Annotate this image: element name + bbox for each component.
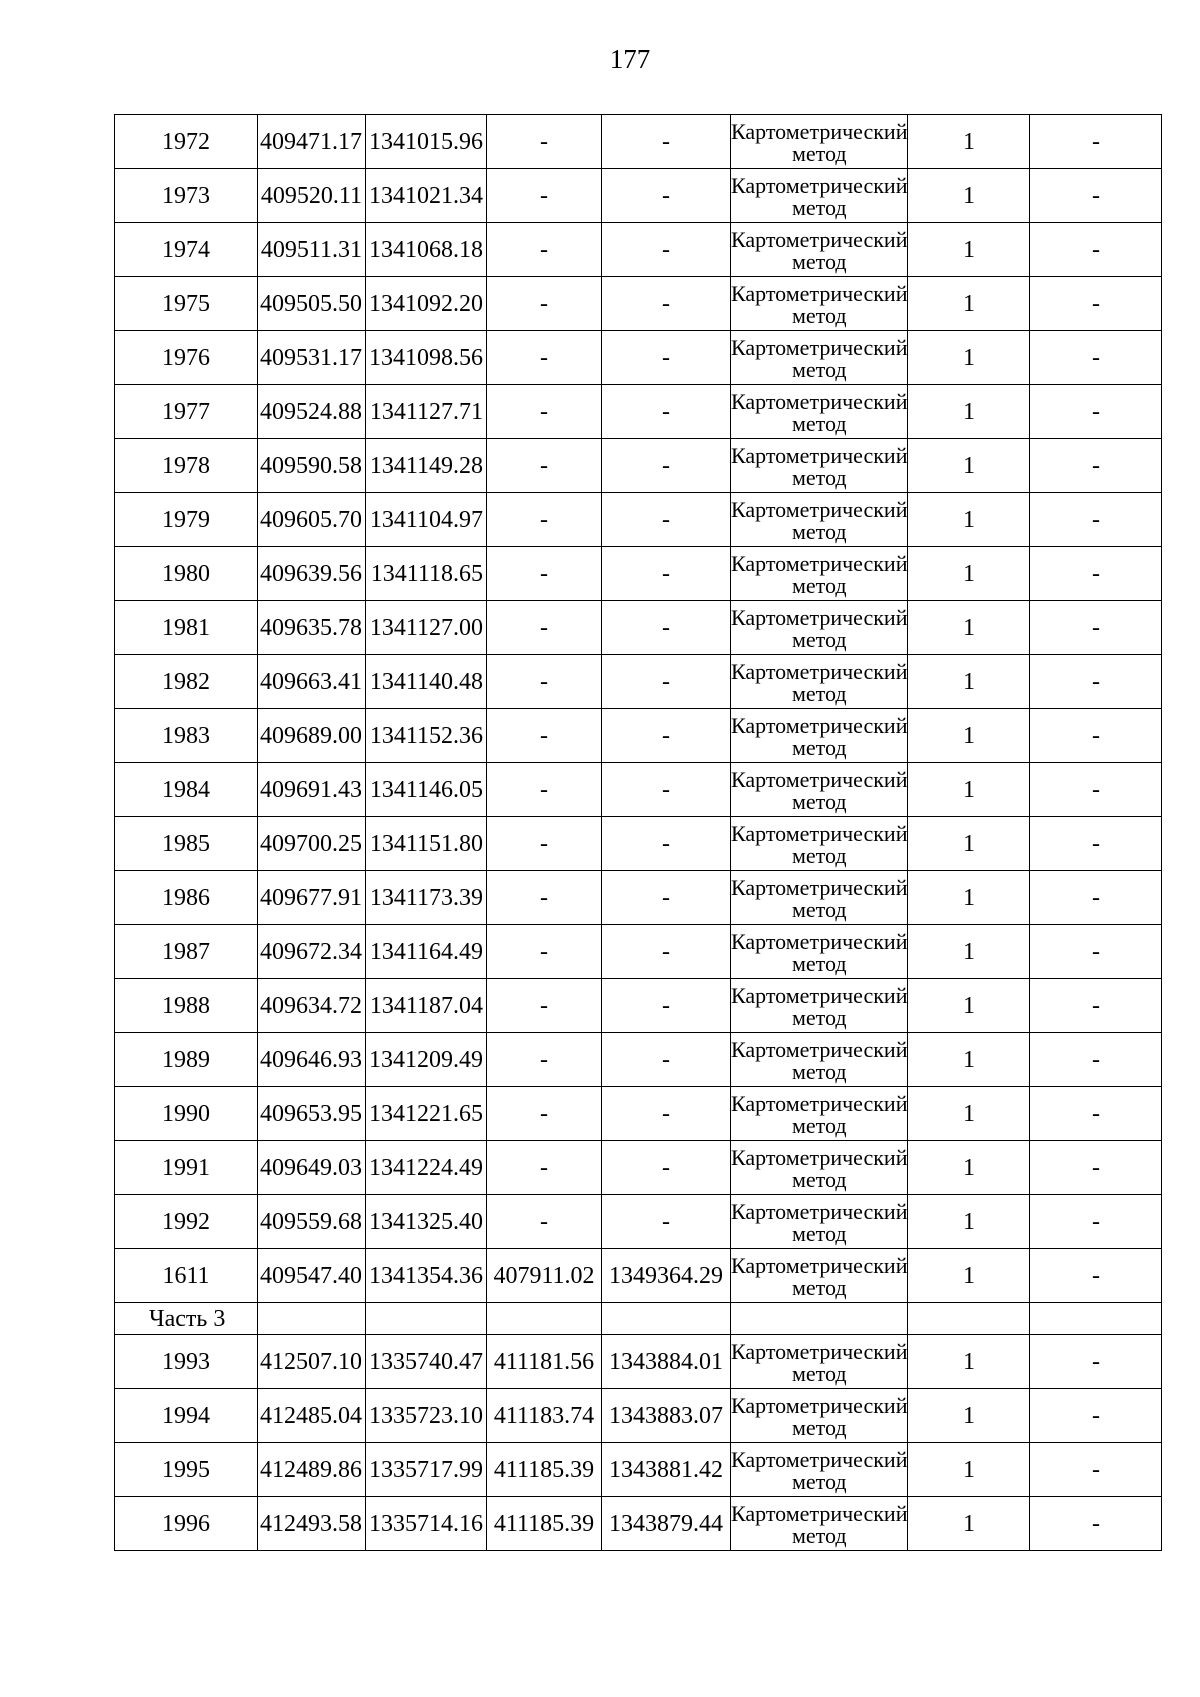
- description-cell: -: [1030, 1195, 1162, 1249]
- section-empty-cell: [908, 1303, 1030, 1335]
- accuracy-cell: 1: [908, 1249, 1030, 1303]
- y2-coordinate-cell: -: [602, 709, 731, 763]
- table-row: [115, 1141, 1162, 1195]
- section-empty-cell: [1030, 1303, 1162, 1335]
- y-coordinate-cell: 1341104.97: [366, 493, 487, 547]
- method-text: Картометрический метод: [731, 1446, 908, 1494]
- table-row: [115, 115, 1162, 169]
- table-row: [115, 709, 1162, 763]
- y-coordinate-cell: 1341173.39: [366, 871, 487, 925]
- y2-coordinate-cell: -: [602, 331, 731, 385]
- method-cell: [731, 223, 908, 277]
- accuracy-cell: 1: [908, 1195, 1030, 1249]
- description-cell: -: [1030, 439, 1162, 493]
- section-empty-cell: [258, 1303, 366, 1335]
- table-body-part-a: [115, 115, 1162, 1303]
- table-row: [115, 1443, 1162, 1497]
- x-coordinate-cell: 409524.88: [258, 385, 366, 439]
- point-number-cell: 1977: [115, 385, 258, 439]
- y2-coordinate-cell: 1343879.44: [602, 1497, 731, 1551]
- y2-coordinate-cell: 1343884.01: [602, 1335, 731, 1389]
- method-cell: [731, 817, 908, 871]
- section-empty-cell: [602, 1303, 731, 1335]
- table-row: [115, 1497, 1162, 1551]
- x2-coordinate-cell: -: [487, 331, 602, 385]
- y-coordinate-cell: 1335717.99: [366, 1443, 487, 1497]
- method-text: Картометрический метод: [731, 172, 908, 220]
- y-coordinate-cell: 1341209.49: [366, 1033, 487, 1087]
- y2-coordinate-cell: -: [602, 655, 731, 709]
- section-label: Часть 3: [115, 1303, 258, 1335]
- x-coordinate-cell: 409547.40: [258, 1249, 366, 1303]
- x2-coordinate-cell: -: [487, 1141, 602, 1195]
- accuracy-cell: 1: [908, 709, 1030, 763]
- table-row: [115, 1195, 1162, 1249]
- accuracy-cell: 1: [908, 817, 1030, 871]
- method-cell: [731, 331, 908, 385]
- accuracy-cell: 1: [908, 331, 1030, 385]
- point-number-cell: 1990: [115, 1087, 258, 1141]
- description-cell: -: [1030, 979, 1162, 1033]
- description-cell: -: [1030, 385, 1162, 439]
- method-cell: [731, 1497, 908, 1551]
- description-cell: -: [1030, 1087, 1162, 1141]
- description-cell: -: [1030, 1141, 1162, 1195]
- method-text: Картометрический метод: [731, 1500, 908, 1548]
- accuracy-cell: 1: [908, 169, 1030, 223]
- point-number-cell: 1988: [115, 979, 258, 1033]
- section-empty-cell: [366, 1303, 487, 1335]
- y2-coordinate-cell: -: [602, 223, 731, 277]
- section-row: [115, 1303, 1162, 1335]
- y-coordinate-cell: 1341015.96: [366, 115, 487, 169]
- x2-coordinate-cell: -: [487, 1195, 602, 1249]
- x-coordinate-cell: 409689.00: [258, 709, 366, 763]
- point-number-cell: 1981: [115, 601, 258, 655]
- method-text: Картометрический метод: [731, 1036, 908, 1084]
- method-cell: [731, 169, 908, 223]
- description-cell: -: [1030, 1497, 1162, 1551]
- method-cell: [731, 979, 908, 1033]
- y2-coordinate-cell: -: [602, 601, 731, 655]
- method-text: Картометрический метод: [731, 928, 908, 976]
- point-number-cell: 1983: [115, 709, 258, 763]
- method-cell: [731, 115, 908, 169]
- page-number: 177: [609, 44, 651, 74]
- x-coordinate-cell: 409653.95: [258, 1087, 366, 1141]
- accuracy-cell: 1: [908, 493, 1030, 547]
- table-row: [115, 601, 1162, 655]
- method-text: Картометрический метод: [731, 334, 908, 382]
- x2-coordinate-cell: -: [487, 871, 602, 925]
- method-cell: [731, 1033, 908, 1087]
- method-cell: [731, 601, 908, 655]
- x2-coordinate-cell: -: [487, 925, 602, 979]
- y-coordinate-cell: 1341068.18: [366, 223, 487, 277]
- x2-coordinate-cell: -: [487, 277, 602, 331]
- method-cell: [731, 1195, 908, 1249]
- x2-coordinate-cell: -: [487, 655, 602, 709]
- y2-coordinate-cell: -: [602, 1195, 731, 1249]
- x-coordinate-cell: 409677.91: [258, 871, 366, 925]
- method-text: Картометрический метод: [731, 658, 908, 706]
- accuracy-cell: 1: [908, 547, 1030, 601]
- point-number-cell: 1995: [115, 1443, 258, 1497]
- y-coordinate-cell: 1335740.47: [366, 1335, 487, 1389]
- table-row: [115, 763, 1162, 817]
- method-cell: [731, 1443, 908, 1497]
- method-text: Картометрический метод: [731, 1392, 908, 1440]
- method-text: Картометрический метод: [731, 550, 908, 598]
- method-cell: [731, 1249, 908, 1303]
- y2-coordinate-cell: 1343881.42: [602, 1443, 731, 1497]
- accuracy-cell: 1: [908, 115, 1030, 169]
- x2-coordinate-cell: -: [487, 493, 602, 547]
- table-row: [115, 277, 1162, 331]
- description-cell: -: [1030, 331, 1162, 385]
- point-number-cell: 1985: [115, 817, 258, 871]
- x2-coordinate-cell: -: [487, 817, 602, 871]
- method-text: Картометрический метод: [731, 226, 908, 274]
- y-coordinate-cell: 1341146.05: [366, 763, 487, 817]
- method-text: Картометрический метод: [731, 982, 908, 1030]
- table-row: [115, 1033, 1162, 1087]
- table-row: [115, 223, 1162, 277]
- y2-coordinate-cell: -: [602, 547, 731, 601]
- x2-coordinate-cell: -: [487, 1087, 602, 1141]
- y2-coordinate-cell: -: [602, 925, 731, 979]
- table-row: [115, 1087, 1162, 1141]
- method-cell: [731, 1389, 908, 1443]
- description-cell: -: [1030, 1033, 1162, 1087]
- y2-coordinate-cell: -: [602, 979, 731, 1033]
- accuracy-cell: 1: [908, 223, 1030, 277]
- point-number-cell: 1972: [115, 115, 258, 169]
- method-cell: [731, 439, 908, 493]
- method-text: Картометрический метод: [731, 442, 908, 490]
- table-row: [115, 1335, 1162, 1389]
- x-coordinate-cell: 409635.78: [258, 601, 366, 655]
- table-row: [115, 169, 1162, 223]
- point-number-cell: 1993: [115, 1335, 258, 1389]
- x-coordinate-cell: 412493.58: [258, 1497, 366, 1551]
- x2-coordinate-cell: -: [487, 115, 602, 169]
- x-coordinate-cell: 412485.04: [258, 1389, 366, 1443]
- y2-coordinate-cell: -: [602, 493, 731, 547]
- y2-coordinate-cell: -: [602, 277, 731, 331]
- x-coordinate-cell: 409605.70: [258, 493, 366, 547]
- x2-coordinate-cell: 411185.39: [487, 1497, 602, 1551]
- x2-coordinate-cell: -: [487, 979, 602, 1033]
- table-body-part-b: [115, 1335, 1162, 1551]
- method-text: Картометрический метод: [731, 1338, 908, 1386]
- table-row: [115, 925, 1162, 979]
- accuracy-cell: 1: [908, 1497, 1030, 1551]
- accuracy-cell: 1: [908, 1033, 1030, 1087]
- y2-coordinate-cell: -: [602, 439, 731, 493]
- x-coordinate-cell: 409700.25: [258, 817, 366, 871]
- accuracy-cell: 1: [908, 439, 1030, 493]
- x2-coordinate-cell: -: [487, 709, 602, 763]
- table-row: [115, 817, 1162, 871]
- x2-coordinate-cell: -: [487, 385, 602, 439]
- accuracy-cell: 1: [908, 601, 1030, 655]
- y-coordinate-cell: 1341164.49: [366, 925, 487, 979]
- x-coordinate-cell: 409559.68: [258, 1195, 366, 1249]
- x2-coordinate-cell: -: [487, 601, 602, 655]
- x2-coordinate-cell: 407911.02: [487, 1249, 602, 1303]
- x-coordinate-cell: 409691.43: [258, 763, 366, 817]
- accuracy-cell: 1: [908, 277, 1030, 331]
- y-coordinate-cell: 1341152.36: [366, 709, 487, 763]
- point-number-cell: 1980: [115, 547, 258, 601]
- table-row: [115, 1389, 1162, 1443]
- description-cell: -: [1030, 277, 1162, 331]
- y-coordinate-cell: 1341354.36: [366, 1249, 487, 1303]
- description-cell: -: [1030, 925, 1162, 979]
- section-empty-cell: [731, 1303, 908, 1335]
- y-coordinate-cell: 1341149.28: [366, 439, 487, 493]
- x2-coordinate-cell: -: [487, 439, 602, 493]
- point-number-cell: 1986: [115, 871, 258, 925]
- point-number-cell: 1984: [115, 763, 258, 817]
- x2-coordinate-cell: -: [487, 169, 602, 223]
- table-row: [115, 331, 1162, 385]
- point-number-cell: 1974: [115, 223, 258, 277]
- y-coordinate-cell: 1341151.80: [366, 817, 487, 871]
- point-number-cell: 1996: [115, 1497, 258, 1551]
- x2-coordinate-cell: 411183.74: [487, 1389, 602, 1443]
- x-coordinate-cell: 409672.34: [258, 925, 366, 979]
- x-coordinate-cell: 409646.93: [258, 1033, 366, 1087]
- accuracy-cell: 1: [908, 655, 1030, 709]
- method-cell: [731, 655, 908, 709]
- y2-coordinate-cell: -: [602, 763, 731, 817]
- x2-coordinate-cell: 411181.56: [487, 1335, 602, 1389]
- y2-coordinate-cell: -: [602, 871, 731, 925]
- y-coordinate-cell: 1341221.65: [366, 1087, 487, 1141]
- point-number-cell: 1982: [115, 655, 258, 709]
- method-cell: [731, 763, 908, 817]
- method-text: Картометрический метод: [731, 388, 908, 436]
- description-cell: -: [1030, 223, 1162, 277]
- y-coordinate-cell: 1341127.71: [366, 385, 487, 439]
- x-coordinate-cell: 409531.17: [258, 331, 366, 385]
- table-row: [115, 547, 1162, 601]
- description-cell: -: [1030, 1335, 1162, 1389]
- y2-coordinate-cell: -: [602, 817, 731, 871]
- description-cell: -: [1030, 1389, 1162, 1443]
- x-coordinate-cell: 409634.72: [258, 979, 366, 1033]
- y-coordinate-cell: 1335723.10: [366, 1389, 487, 1443]
- method-text: Картометрический метод: [731, 496, 908, 544]
- accuracy-cell: 1: [908, 925, 1030, 979]
- y-coordinate-cell: 1341118.65: [366, 547, 487, 601]
- table-row: [115, 655, 1162, 709]
- description-cell: -: [1030, 169, 1162, 223]
- x-coordinate-cell: 409505.50: [258, 277, 366, 331]
- accuracy-cell: 1: [908, 1443, 1030, 1497]
- x-coordinate-cell: 412507.10: [258, 1335, 366, 1389]
- description-cell: -: [1030, 1443, 1162, 1497]
- y-coordinate-cell: 1341224.49: [366, 1141, 487, 1195]
- point-number-cell: 1991: [115, 1141, 258, 1195]
- y-coordinate-cell: 1341325.40: [366, 1195, 487, 1249]
- point-number-cell: 1989: [115, 1033, 258, 1087]
- method-text: Картометрический метод: [731, 712, 908, 760]
- section-empty-cell: [487, 1303, 602, 1335]
- method-text: Картометрический метод: [731, 820, 908, 868]
- x2-coordinate-cell: -: [487, 1033, 602, 1087]
- y2-coordinate-cell: 1349364.29: [602, 1249, 731, 1303]
- method-text: Картометрический метод: [731, 1252, 908, 1300]
- table-row: [115, 439, 1162, 493]
- x2-coordinate-cell: 411185.39: [487, 1443, 602, 1497]
- y2-coordinate-cell: -: [602, 1033, 731, 1087]
- x2-coordinate-cell: -: [487, 763, 602, 817]
- method-cell: [731, 1335, 908, 1389]
- accuracy-cell: 1: [908, 1389, 1030, 1443]
- table-row: [115, 979, 1162, 1033]
- y-coordinate-cell: 1341127.00: [366, 601, 487, 655]
- description-cell: -: [1030, 115, 1162, 169]
- method-cell: [731, 493, 908, 547]
- y-coordinate-cell: 1335714.16: [366, 1497, 487, 1551]
- accuracy-cell: 1: [908, 979, 1030, 1033]
- y-coordinate-cell: 1341187.04: [366, 979, 487, 1033]
- y2-coordinate-cell: -: [602, 1087, 731, 1141]
- point-number-cell: 1994: [115, 1389, 258, 1443]
- point-number-cell: 1992: [115, 1195, 258, 1249]
- accuracy-cell: 1: [908, 763, 1030, 817]
- method-text: Картометрический метод: [731, 874, 908, 922]
- y-coordinate-cell: 1341021.34: [366, 169, 487, 223]
- x-coordinate-cell: 409471.17: [258, 115, 366, 169]
- point-number-cell: 1979: [115, 493, 258, 547]
- description-cell: -: [1030, 871, 1162, 925]
- x-coordinate-cell: 409663.41: [258, 655, 366, 709]
- accuracy-cell: 1: [908, 871, 1030, 925]
- method-text: Картометрический метод: [731, 280, 908, 328]
- accuracy-cell: 1: [908, 1087, 1030, 1141]
- point-number-cell: 1976: [115, 331, 258, 385]
- method-cell: [731, 277, 908, 331]
- method-cell: [731, 1087, 908, 1141]
- method-text: Картометрический метод: [731, 118, 908, 166]
- x-coordinate-cell: 409590.58: [258, 439, 366, 493]
- y-coordinate-cell: 1341140.48: [366, 655, 487, 709]
- method-text: Картометрический метод: [731, 766, 908, 814]
- x2-coordinate-cell: -: [487, 223, 602, 277]
- method-cell: [731, 925, 908, 979]
- method-cell: [731, 709, 908, 763]
- point-number-cell: 1973: [115, 169, 258, 223]
- description-cell: -: [1030, 817, 1162, 871]
- accuracy-cell: 1: [908, 1141, 1030, 1195]
- x-coordinate-cell: 409520.11: [258, 169, 366, 223]
- y2-coordinate-cell: 1343883.07: [602, 1389, 731, 1443]
- description-cell: -: [1030, 601, 1162, 655]
- y2-coordinate-cell: -: [602, 385, 731, 439]
- y2-coordinate-cell: -: [602, 115, 731, 169]
- accuracy-cell: 1: [908, 1335, 1030, 1389]
- table-row: [115, 1249, 1162, 1303]
- point-number-cell: 1611: [115, 1249, 258, 1303]
- description-cell: -: [1030, 763, 1162, 817]
- x-coordinate-cell: 409639.56: [258, 547, 366, 601]
- y-coordinate-cell: 1341098.56: [366, 331, 487, 385]
- description-cell: -: [1030, 547, 1162, 601]
- coordinates-table: [114, 114, 1162, 1551]
- method-text: Картометрический метод: [731, 1090, 908, 1138]
- table-row: [115, 871, 1162, 925]
- point-number-cell: 1987: [115, 925, 258, 979]
- x-coordinate-cell: 412489.86: [258, 1443, 366, 1497]
- method-cell: [731, 1141, 908, 1195]
- accuracy-cell: 1: [908, 385, 1030, 439]
- description-cell: -: [1030, 493, 1162, 547]
- point-number-cell: 1978: [115, 439, 258, 493]
- y2-coordinate-cell: -: [602, 1141, 731, 1195]
- description-cell: -: [1030, 709, 1162, 763]
- method-cell: [731, 547, 908, 601]
- x2-coordinate-cell: -: [487, 547, 602, 601]
- description-cell: -: [1030, 655, 1162, 709]
- table-row: [115, 493, 1162, 547]
- method-text: Картометрический метод: [731, 1198, 908, 1246]
- table-body-section: [115, 1303, 1162, 1335]
- point-number-cell: 1975: [115, 277, 258, 331]
- method-text: Картометрический метод: [731, 1144, 908, 1192]
- method-text: Картометрический метод: [731, 604, 908, 652]
- table-row: [115, 385, 1162, 439]
- x-coordinate-cell: 409649.03: [258, 1141, 366, 1195]
- x-coordinate-cell: 409511.31: [258, 223, 366, 277]
- description-cell: -: [1030, 1249, 1162, 1303]
- y2-coordinate-cell: -: [602, 169, 731, 223]
- method-cell: [731, 385, 908, 439]
- y-coordinate-cell: 1341092.20: [366, 277, 487, 331]
- method-cell: [731, 871, 908, 925]
